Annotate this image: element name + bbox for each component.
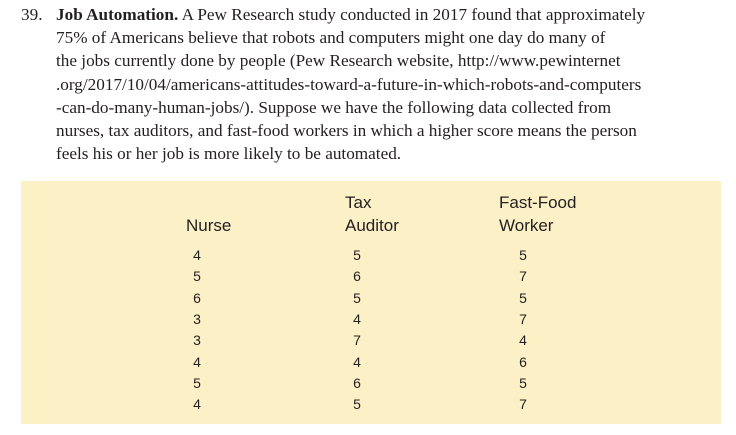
table-cell-nurse: 3 [193,310,201,327]
table-cell-nurse: 6 [193,289,201,306]
table-cell-nurse: 5 [193,268,201,285]
data-table [21,181,721,424]
table-cell-nurse: 4 [193,396,201,413]
column-header-fast-food-worker: Fast-Food [499,193,577,212]
table-cell-tax-auditor: 6 [353,268,361,285]
table-cell-tax-auditor: 7 [353,332,361,349]
table-cell-fast-food-worker: 7 [519,268,527,285]
table-cell-nurse: 4 [193,353,201,370]
table-cell-tax-auditor: 5 [353,289,361,306]
problem-number: 39. [21,5,43,24]
problem-text-line: feels his or her job is more likely to be automated. [56,144,402,164]
table-cell-fast-food-worker: 7 [519,310,527,327]
problem-text-line: A Pew Research study conducted in 2017 found that approximately [181,5,646,24]
problem-text-line: -can-do-many-human-jobs/). Suppose we have the following data collected from [56,97,612,117]
column-header-nurse: Nurse [186,216,232,235]
column-header-tax-auditor: Tax [345,193,372,212]
problem-line-1 [56,3,645,26]
table-cell-fast-food-worker: 7 [519,396,527,413]
table-cell-nurse: 4 [193,247,201,263]
table-cell-fast-food-worker: 5 [519,289,527,306]
problem-text-line: .org/2017/10/04/americans-attitudes-toward-a-future-in-which-robots-and-computers [56,74,642,94]
table-cell-fast-food-worker: 6 [519,353,527,370]
problem-title: Job Automation. [56,5,179,24]
table-cell-tax-auditor: 4 [353,353,361,370]
table-cell-nurse: 5 [193,374,201,391]
column-header-fast-food-worker: Worker [499,216,554,235]
table-cell-nurse: 3 [193,332,201,349]
table-cell-fast-food-worker: 5 [519,374,527,391]
problem-text-line: nurses, tax auditors, and fast-food workers in which a higher score means the person [56,121,637,140]
problem-text-line: 75% of Americans believe that robots and computers might one day do many of [56,28,606,48]
table-cell-tax-auditor: 5 [353,247,361,263]
table-cell-tax-auditor: 4 [353,310,361,327]
table-cell-fast-food-worker: 4 [519,332,527,349]
table-cell-fast-food-worker: 5 [519,247,527,263]
column-header-tax-auditor: Auditor [345,216,399,235]
table-cell-tax-auditor: 5 [353,396,361,413]
table-cell-tax-auditor: 6 [353,374,361,391]
problem-text-line: the jobs currently done by people (Pew Research website, http://www.pewinternet [56,51,621,71]
